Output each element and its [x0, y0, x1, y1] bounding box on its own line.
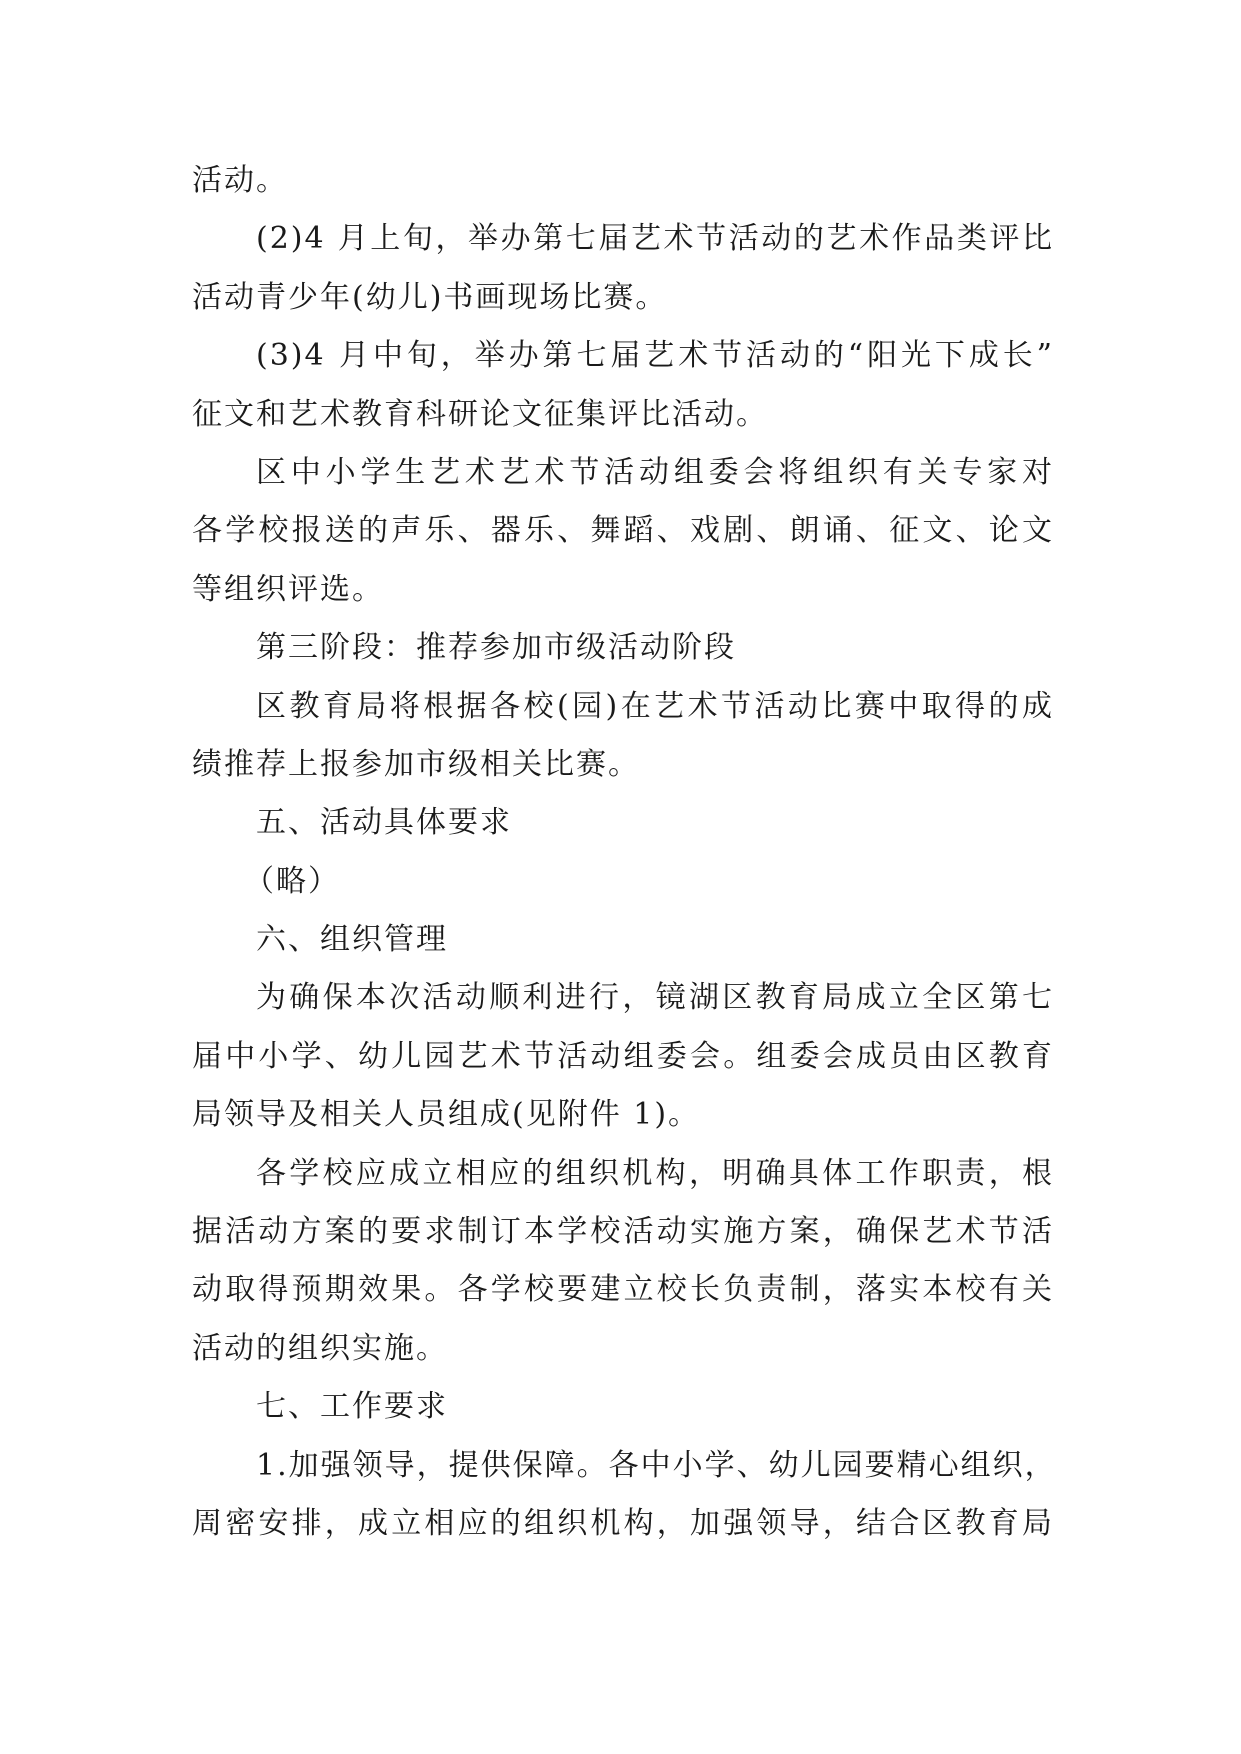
paragraph-line: 局领导及相关人员组成(见附件 1)。 — [192, 1097, 701, 1133]
paragraph-line: 绩推荐上报参加市级相关比赛。 — [192, 746, 640, 782]
paragraph-line: 活动的组织实施。 — [192, 1330, 448, 1366]
section-heading: 五、活动具体要求 — [256, 805, 512, 841]
paragraph-line: 届中小学、幼儿园艺术节活动组委会。组委会成员由区教育 — [192, 1038, 1054, 1074]
paragraph-line: （略） — [244, 863, 340, 899]
paragraph-line: (2)4 月上旬，举办第七届艺术节活动的艺术作品类评比 — [256, 221, 1054, 257]
paragraph-line: 区教育局将根据各校(园)在艺术节活动比赛中取得的成 — [256, 688, 1054, 724]
paragraph-line: 各学校应成立相应的组织机构，明确具体工作职责，根 — [256, 1155, 1054, 1191]
paragraph-line: 为确保本次活动顺利进行，镜湖区教育局成立全区第七 — [256, 980, 1054, 1016]
paragraph-line: 据活动方案的要求制订本学校活动实施方案，确保艺术节活 — [192, 1214, 1054, 1250]
document-body — [192, 152, 1057, 1553]
paragraph-line: 活动。 — [192, 163, 288, 198]
paragraph-line: 区中小学生艺术艺术节活动组委会将组织有关专家对 — [256, 454, 1054, 490]
paragraph-line: (3)4 月中旬，举办第七届艺术节活动的“阳光下成长” — [256, 338, 1054, 374]
paragraph-line: 周密安排，成立相应的组织机构，加强领导，结合区教育局 — [192, 1505, 1054, 1541]
section-heading: 七、工作要求 — [256, 1389, 448, 1425]
section-heading: 第三阶段：推荐参加市级活动阶段 — [256, 630, 736, 666]
paragraph-line: 各学校报送的声乐、器乐、舞蹈、戏剧、朗诵、征文、论文 — [192, 513, 1054, 549]
paragraph-line: 征文和艺术教育科研论文征集评比活动。 — [192, 396, 768, 432]
paragraph-line: 等组织评选。 — [192, 571, 384, 607]
paragraph-line: 动取得预期效果。各学校要建立校长负责制，落实本校有关 — [192, 1272, 1054, 1308]
paragraph-line: 1.加强领导，提供保障。各中小学、幼儿园要精心组织， — [256, 1447, 1057, 1483]
paragraph-line: 活动青少年(幼儿)书画现场比赛。 — [192, 279, 668, 315]
section-heading: 六、组织管理 — [256, 922, 448, 958]
